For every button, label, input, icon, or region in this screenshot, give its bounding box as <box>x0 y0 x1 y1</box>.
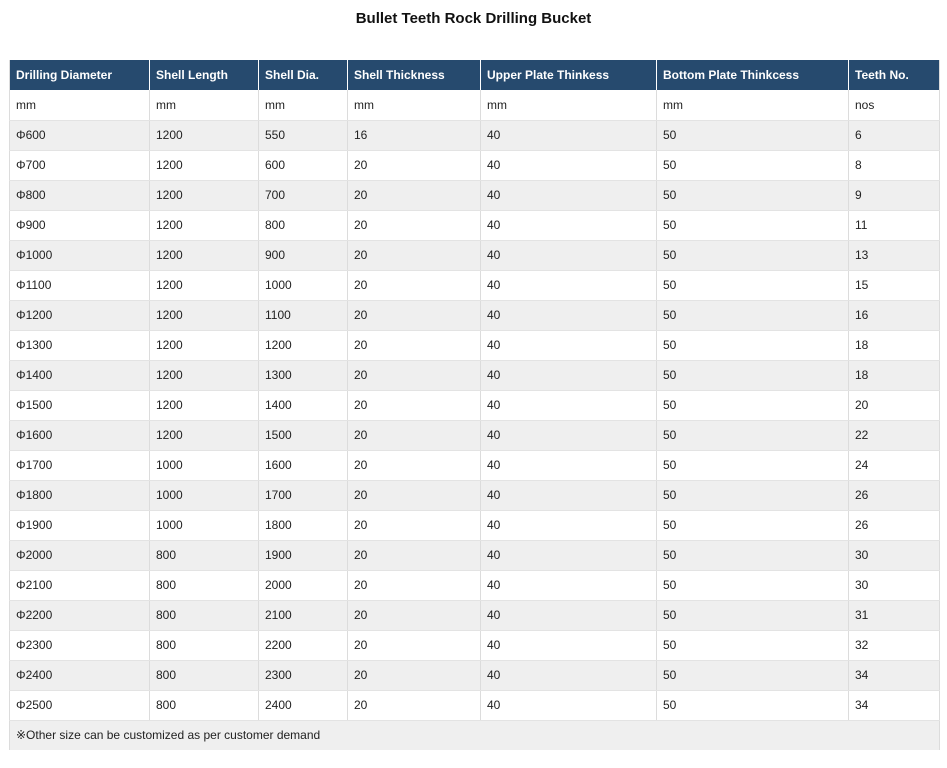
table-row <box>10 360 940 390</box>
header-drilling-diameter: Drilling Diameter <box>10 60 150 90</box>
table-cell: 40 <box>481 270 657 300</box>
table-row <box>10 330 940 360</box>
table-cell: 1200 <box>150 330 259 360</box>
table-cell: 1200 <box>150 300 259 330</box>
table-cell: Φ2300 <box>10 630 150 660</box>
table-cell: 2100 <box>259 600 348 630</box>
table-cell: 40 <box>481 360 657 390</box>
table-cell: 40 <box>481 480 657 510</box>
table-cell: 40 <box>481 540 657 570</box>
table-cell: 16 <box>348 120 481 150</box>
table-cell: 50 <box>657 300 849 330</box>
table-cell: 16 <box>849 300 940 330</box>
table-cell: Φ1900 <box>10 510 150 540</box>
table-cell: 20 <box>348 600 481 630</box>
table-cell: 40 <box>481 660 657 690</box>
table-cell: 1400 <box>259 390 348 420</box>
table-row <box>10 300 940 330</box>
table-cell: 800 <box>150 630 259 660</box>
table-cell: 1200 <box>150 390 259 420</box>
table-cell: 40 <box>481 690 657 720</box>
table-row <box>10 540 940 570</box>
table-cell: 20 <box>348 150 481 180</box>
table-cell: 20 <box>849 390 940 420</box>
table-cell: 50 <box>657 480 849 510</box>
table-cell: 1000 <box>150 510 259 540</box>
table-cell: 40 <box>481 330 657 360</box>
specification-table <box>9 60 940 750</box>
unit-cell: mm <box>10 90 150 120</box>
table-cell: Φ900 <box>10 210 150 240</box>
table-cell: 18 <box>849 330 940 360</box>
table-cell: 1200 <box>150 420 259 450</box>
unit-cell: mm <box>657 90 849 120</box>
table-cell: 20 <box>348 240 481 270</box>
table-cell: 18 <box>849 360 940 390</box>
header-row <box>10 60 940 90</box>
table-cell: 50 <box>657 630 849 660</box>
table-cell: 20 <box>348 330 481 360</box>
table-cell: 20 <box>348 360 481 390</box>
unit-cell: mm <box>150 90 259 120</box>
header-teeth-no: Teeth No. <box>849 60 940 90</box>
table-cell: 20 <box>348 690 481 720</box>
table-cell: 40 <box>481 570 657 600</box>
table-cell: 550 <box>259 120 348 150</box>
page-title: Bullet Teeth Rock Drilling Bucket <box>355 10 592 27</box>
table-row <box>10 240 940 270</box>
table-body <box>10 90 940 720</box>
table-cell: Φ2400 <box>10 660 150 690</box>
table-cell: 2000 <box>259 570 348 600</box>
table-row <box>10 120 940 150</box>
table-row <box>10 510 940 540</box>
table-cell: 40 <box>481 210 657 240</box>
table-cell: 50 <box>657 120 849 150</box>
table-cell: 20 <box>348 300 481 330</box>
table-cell: 22 <box>849 420 940 450</box>
table-cell: 600 <box>259 150 348 180</box>
table-cell: 1100 <box>259 300 348 330</box>
table-cell: 1300 <box>259 360 348 390</box>
table-cell: 50 <box>657 270 849 300</box>
table-cell: 20 <box>348 630 481 660</box>
table-cell: 1200 <box>259 330 348 360</box>
table-cell: 1000 <box>259 270 348 300</box>
table-cell: 32 <box>849 630 940 660</box>
table-row <box>10 450 940 480</box>
table-cell: Φ2000 <box>10 540 150 570</box>
table-cell: 20 <box>348 390 481 420</box>
table-cell: 1200 <box>150 120 259 150</box>
table-cell: Φ1400 <box>10 360 150 390</box>
table-cell: 40 <box>481 450 657 480</box>
table-row <box>10 660 940 690</box>
table-cell: 800 <box>150 660 259 690</box>
table-row <box>10 210 940 240</box>
table-cell: 40 <box>481 180 657 210</box>
table-cell: 20 <box>348 540 481 570</box>
unit-cell: nos <box>849 90 940 120</box>
table-cell: 34 <box>849 690 940 720</box>
units-row <box>10 90 940 120</box>
table-cell: 50 <box>657 690 849 720</box>
table-cell: 40 <box>481 510 657 540</box>
table-cell: 1500 <box>259 420 348 450</box>
unit-cell: mm <box>259 90 348 120</box>
table-cell: 1700 <box>259 480 348 510</box>
table-cell: Φ1800 <box>10 480 150 510</box>
table-cell: Φ600 <box>10 120 150 150</box>
table-cell: 50 <box>657 540 849 570</box>
table-cell: 50 <box>657 420 849 450</box>
table-cell: 20 <box>348 210 481 240</box>
table-cell: 40 <box>481 120 657 150</box>
header-shell-thickness: Shell Thickness <box>348 60 481 90</box>
header-upper-plate-thickness: Upper Plate Thinkess <box>481 60 657 90</box>
table-cell: 26 <box>849 510 940 540</box>
table-cell: 50 <box>657 450 849 480</box>
table-cell: 24 <box>849 450 940 480</box>
table-cell: Φ700 <box>10 150 150 180</box>
table-cell: 40 <box>481 420 657 450</box>
table-cell: 13 <box>849 240 940 270</box>
table-cell: 20 <box>348 180 481 210</box>
table-cell: 1200 <box>150 240 259 270</box>
table-cell: Φ1300 <box>10 330 150 360</box>
table-cell: 50 <box>657 150 849 180</box>
table-cell: 26 <box>849 480 940 510</box>
table-cell: 15 <box>849 270 940 300</box>
unit-cell: mm <box>481 90 657 120</box>
table-cell: 20 <box>348 450 481 480</box>
table-cell: 1900 <box>259 540 348 570</box>
table-cell: 40 <box>481 390 657 420</box>
table-cell: 2400 <box>259 690 348 720</box>
table-row <box>10 390 940 420</box>
table-cell: 50 <box>657 240 849 270</box>
table-row <box>10 180 940 210</box>
table-row <box>10 480 940 510</box>
table-cell: 800 <box>150 540 259 570</box>
table-cell: 50 <box>657 180 849 210</box>
table-cell: 20 <box>348 570 481 600</box>
header-shell-length: Shell Length <box>150 60 259 90</box>
table-cell: 1200 <box>150 210 259 240</box>
table-cell: 11 <box>849 210 940 240</box>
table-cell: 6 <box>849 120 940 150</box>
table-cell: 20 <box>348 510 481 540</box>
table-cell: 40 <box>481 240 657 270</box>
unit-cell: mm <box>348 90 481 120</box>
table-cell: Φ2200 <box>10 600 150 630</box>
table-cell: 50 <box>657 210 849 240</box>
table-cell: 1800 <box>259 510 348 540</box>
table-cell: 50 <box>657 510 849 540</box>
table-cell: 20 <box>348 270 481 300</box>
table-row <box>10 420 940 450</box>
table-cell: 31 <box>849 600 940 630</box>
table-cell: Φ2500 <box>10 690 150 720</box>
table-row <box>10 630 940 660</box>
table-cell: 50 <box>657 660 849 690</box>
table-cell: 1200 <box>150 180 259 210</box>
table-cell: 20 <box>348 660 481 690</box>
table-cell: Φ2100 <box>10 570 150 600</box>
table-cell: 800 <box>150 600 259 630</box>
table-cell: Φ800 <box>10 180 150 210</box>
table-cell: 20 <box>348 480 481 510</box>
table-cell: Φ1100 <box>10 270 150 300</box>
table-cell: 9 <box>849 180 940 210</box>
table-cell: 30 <box>849 540 940 570</box>
table-cell: 2200 <box>259 630 348 660</box>
table-row <box>10 570 940 600</box>
table-cell: 40 <box>481 630 657 660</box>
table-cell: 20 <box>348 420 481 450</box>
table-cell: 40 <box>481 600 657 630</box>
table-cell: 1000 <box>150 450 259 480</box>
table-cell: Φ1200 <box>10 300 150 330</box>
footnote-row <box>10 720 940 750</box>
table-cell: 8 <box>849 150 940 180</box>
table-cell: Φ1600 <box>10 420 150 450</box>
table-cell: Φ1700 <box>10 450 150 480</box>
table-cell: 50 <box>657 570 849 600</box>
table-cell: 40 <box>481 150 657 180</box>
table-cell: 50 <box>657 390 849 420</box>
table-cell: 1200 <box>150 360 259 390</box>
table-cell: 800 <box>150 570 259 600</box>
table-cell: 50 <box>657 600 849 630</box>
footnote: ※Other size can be customized as per customer demand <box>10 720 940 750</box>
table-cell: 40 <box>481 300 657 330</box>
table-cell: 50 <box>657 360 849 390</box>
table-cell: 1200 <box>150 150 259 180</box>
table-cell: 800 <box>150 690 259 720</box>
table-row <box>10 270 940 300</box>
table-cell: Φ1500 <box>10 390 150 420</box>
table-cell: 30 <box>849 570 940 600</box>
table-cell: 1000 <box>150 480 259 510</box>
table-cell: 50 <box>657 330 849 360</box>
table-cell: 900 <box>259 240 348 270</box>
table-row <box>10 690 940 720</box>
table-cell: 700 <box>259 180 348 210</box>
table-cell: 34 <box>849 660 940 690</box>
table-row <box>10 600 940 630</box>
table-cell: 1600 <box>259 450 348 480</box>
table-row <box>10 150 940 180</box>
table-cell: 1200 <box>150 270 259 300</box>
table-cell: 800 <box>259 210 348 240</box>
header-shell-dia: Shell Dia. <box>259 60 348 90</box>
header-bottom-plate-thickness: Bottom Plate Thinkcess <box>657 60 849 90</box>
table-cell: 2300 <box>259 660 348 690</box>
table-cell: Φ1000 <box>10 240 150 270</box>
